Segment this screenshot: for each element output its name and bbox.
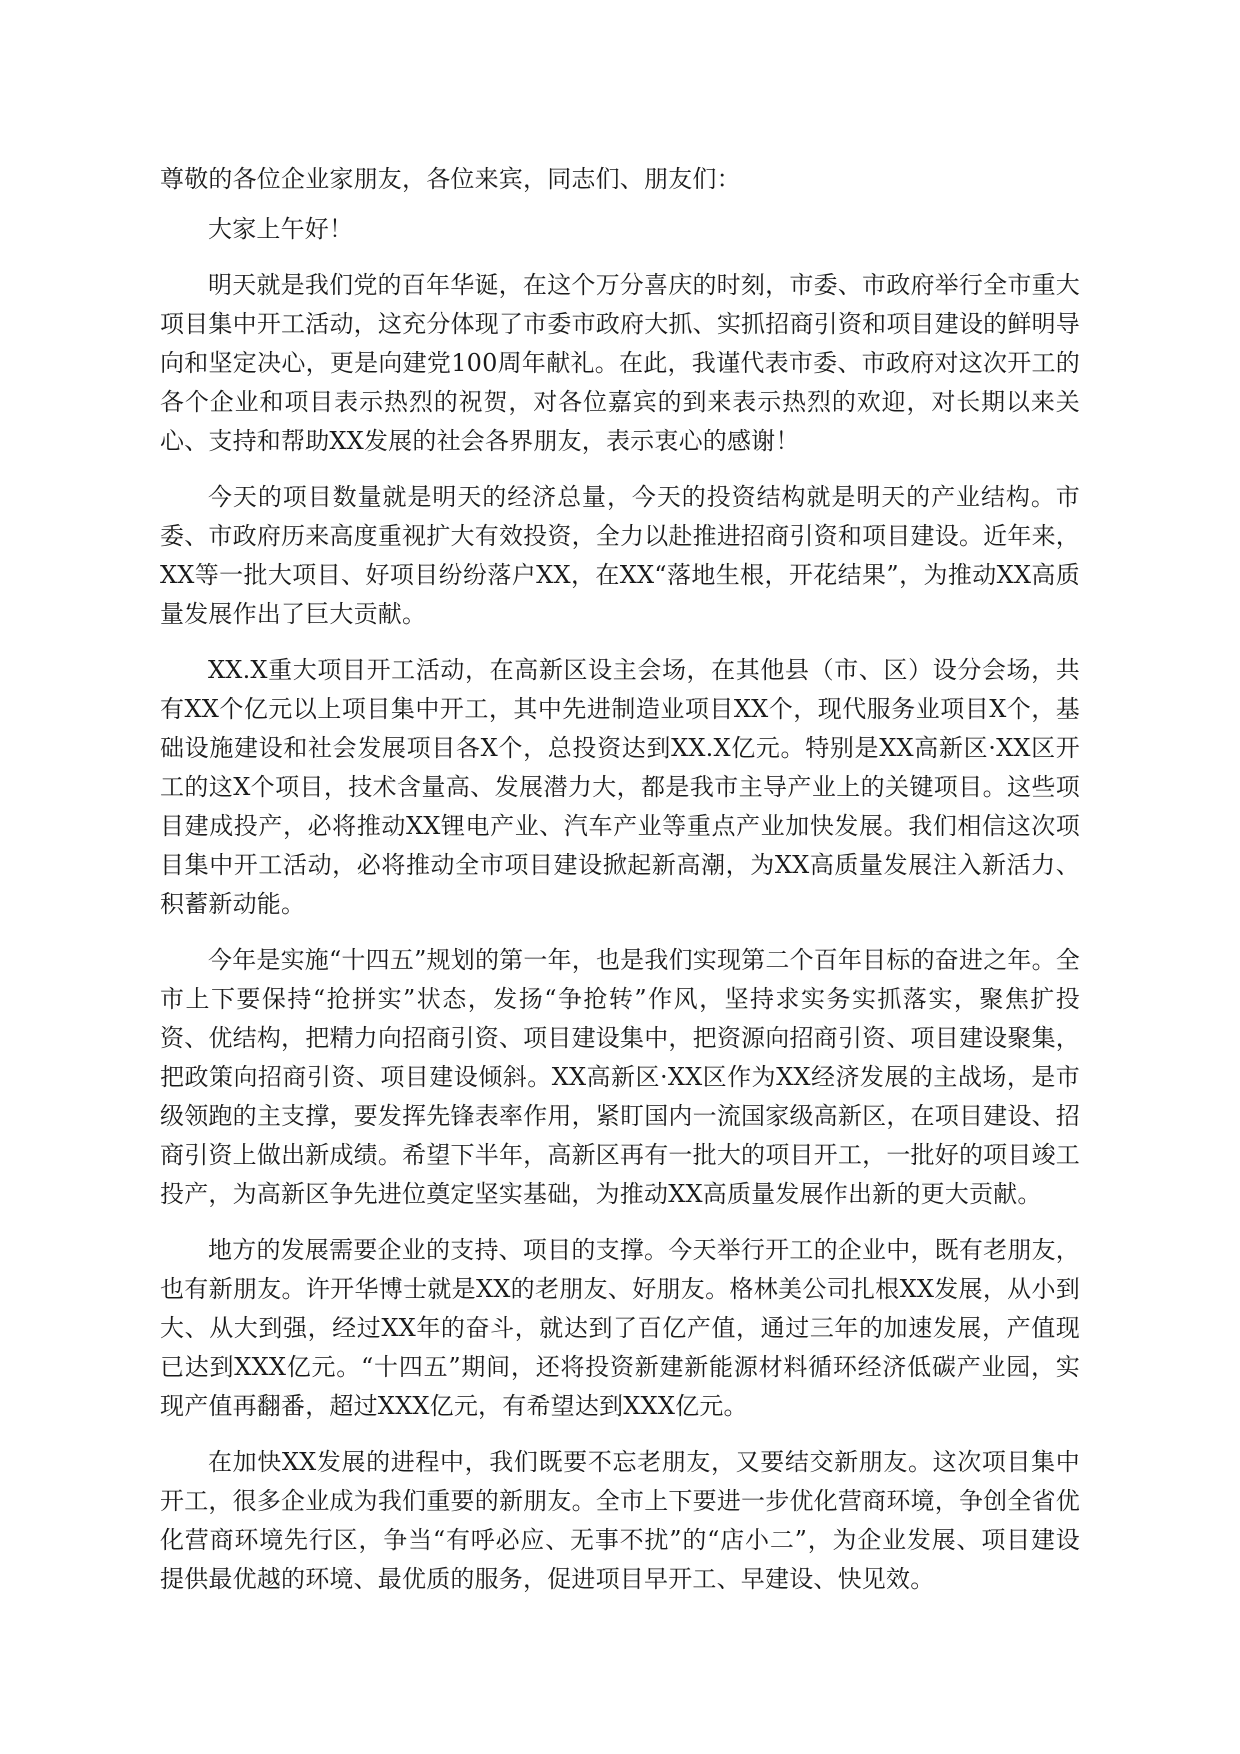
document-body <box>160 160 1080 1616</box>
paragraph-business-environment: 在加快XX发展的进程中，我们既要不忘老朋友，又要结交新朋友。这次项目集中开工，很多企业成为我们重要的新朋友。全市上下要进一步优化营商环境，争创全省优化营商环境先行区，争当“有呼必应、无事不扰”的“店小二”，为企业发展、项目建设提供最优越的环境、最优质的服务，促进项目早开工、早建设、快见效。 <box>160 1448 1080 1593</box>
paragraph-investment: 今天的项目数量就是明天的经济总量，今天的投资结构就是明天的产业结构。市委、市政府历来高度重视扩大有效投资，全力以赴推进招商引资和项目建设。近年来，XX等一批大项目、好项目纷纷落户XX，在XX“落地生根，开花结果”，为推动XX高质量发展作出了巨大贡献。 <box>160 483 1080 628</box>
paragraph-greeting: 大家上午好！ <box>208 215 354 243</box>
paragraph-five-year-plan: 今年是实施“十四五”规划的第一年，也是我们实现第二个百年目标的奋进之年。全市上下要保持“抢拼实”状态，发扬“争抢转”作风，坚持求实务实抓落实，聚焦扩投资、优结构，把精力向招商引资、项目建设集中，把资源向招商引资、项目建设聚集，把政策向招商引资、项目建设倾斜。XX高新区·XX区作为XX经济发展的主战场，是市级领跑的主支撑，要发挥先锋表率作用，紧盯国内一流国家级高新区，在项目建设、招商引资上做出新成绩。希望下半年，高新区再有一批大的项目开工，一批好的项目竣工投产，为高新区争先进位奠定坚实基础，为推动XX高质量发展作出新的更大贡献。 <box>160 946 1080 1208</box>
paragraph-celebration: 明天就是我们党的百年华诞，在这个万分喜庆的时刻，市委、市政府举行全市重大项目集中开工活动，这充分体现了市委市政府大抓、实抓招商引资和项目建设的鲜明导向和坚定决心，更是向建党100周年献礼。在此，我谨代表市委、市政府对这次开工的各个企业和项目表示热烈的祝贺，对各位嘉宾的到来表示热烈的欢迎，对长期以来关心、支持和帮助XX发展的社会各界朋友，表示衷心的感谢！ <box>160 271 1080 455</box>
paragraph-project-overview: XX.X重大项目开工活动，在高新区设主会场，在其他县（市、区）设分会场，共有XX个亿元以上项目集中开工，其中先进制造业项目XX个，现代服务业项目X个，基础设施建设和社会发展项目各X个，总投资达到XX.X亿元。特别是XX高新区·XX区开工的这X个项目，技术含量高、发展潜力大，都是我市主导产业上的关键项目。这些项目建成投产，必将推动XX锂电产业、汽车产业等重点产业加快发展。我们相信这次项目集中开工活动，必将推动全市项目建设掀起新高潮，为XX高质量发展注入新活力、积蓄新动能。 <box>160 656 1080 918</box>
salutation: 尊敬的各位企业家朋友，各位来宾，同志们、朋友们： <box>160 165 741 193</box>
paragraph-enterprise-support: 地方的发展需要企业的支持、项目的支撑。今天举行开工的企业中，既有老朋友，也有新朋友。许开华博士就是XX的老朋友、好朋友。格林美公司扎根XX发展，从小到大、从大到强，经过XX年的奋斗，就达到了百亿产值，通过三年的加速发展，产值现已达到XXX亿元。“十四五”期间，还将投资新建新能源材料循环经济低碳产业园，实现产值再翻番，超过XXX亿元，有希望达到XXX亿元。 <box>160 1236 1080 1420</box>
